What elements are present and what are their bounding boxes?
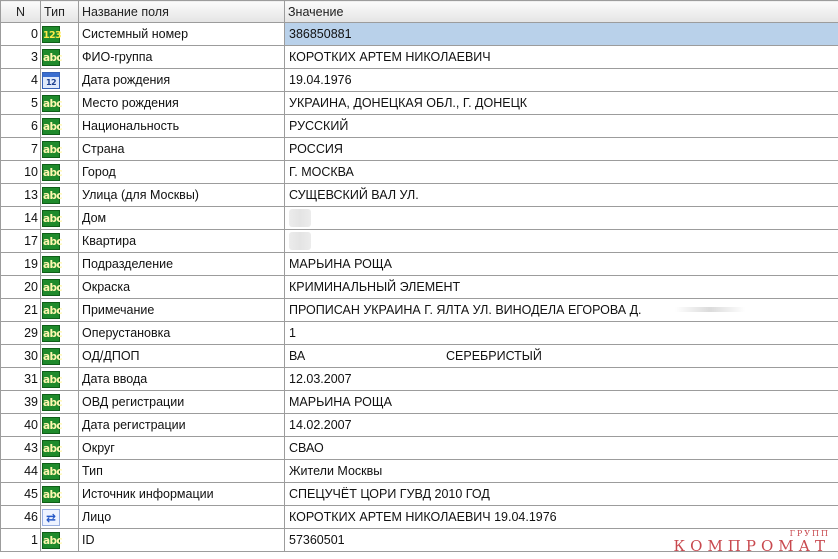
field-name: Лицо: [79, 506, 285, 529]
column-header-n[interactable]: N: [1, 1, 41, 23]
field-value: 57360501: [289, 533, 345, 547]
field-name: ОВД регистрации: [79, 391, 285, 414]
row-type-cell: [41, 391, 79, 414]
row-type-cell: [41, 207, 79, 230]
field-name: Город: [79, 161, 285, 184]
field-value-cell[interactable]: [285, 276, 838, 299]
field-value-cell[interactable]: [285, 115, 838, 138]
field-name: Источник информации: [79, 483, 285, 506]
field-name: Дом: [79, 207, 285, 230]
field-value-wrap: [289, 322, 835, 344]
text-type-icon: abc: [42, 49, 60, 66]
row-number: 4: [1, 69, 41, 92]
field-name: Страна: [79, 138, 285, 161]
field-value: МАРЬИНА РОЩА: [289, 395, 392, 409]
field-value-cell[interactable]: [285, 414, 838, 437]
field-value: ПРОПИСАН УКРАИНА Г. ЯЛТА УЛ. ВИНОДЕЛА ЕГОРОВА Д.: [289, 303, 642, 317]
row-type-cell: [41, 414, 79, 437]
row-type-cell: [41, 460, 79, 483]
field-value-cell[interactable]: [285, 184, 838, 207]
field-value-wrap: [289, 92, 835, 114]
field-value-wrap: [289, 299, 835, 321]
table-row[interactable]: [1, 276, 838, 299]
row-number: 13: [1, 184, 41, 207]
field-value-wrap: [289, 69, 835, 91]
field-value-cell[interactable]: [285, 345, 838, 368]
field-value: РУССКИЙ: [289, 119, 349, 133]
row-number: 43: [1, 437, 41, 460]
redaction-blur: [289, 209, 311, 227]
field-value-wrap: [289, 138, 835, 160]
field-name: Квартира: [79, 230, 285, 253]
field-name: Дата регистрации: [79, 414, 285, 437]
field-value-wrap: [289, 460, 835, 482]
field-value-wrap: [289, 207, 835, 229]
text-type-icon: abc: [42, 440, 60, 457]
row-type-cell: [41, 230, 79, 253]
field-value-wrap: [289, 253, 835, 275]
field-value-cell[interactable]: [285, 207, 838, 230]
grid-header: [1, 1, 838, 23]
field-value-wrap: [289, 368, 835, 390]
row-number: 20: [1, 276, 41, 299]
field-value-wrap: [289, 23, 835, 45]
table-row[interactable]: [1, 138, 838, 161]
table-row[interactable]: [1, 414, 838, 437]
field-value: ВА: [289, 349, 306, 363]
field-value-wrap: [289, 230, 835, 252]
field-value-wrap: [289, 391, 835, 413]
field-value-wrap: [289, 276, 835, 298]
row-type-cell: [41, 92, 79, 115]
field-name: Дата ввода: [79, 368, 285, 391]
field-value: СВАО: [289, 441, 324, 455]
field-value: КРИМИНАЛЬНЫЙ ЭЛЕМЕНТ: [289, 280, 461, 294]
table-row[interactable]: [1, 115, 838, 138]
field-value: КОРОТКИХ АРТЕМ НИКОЛАЕВИЧ: [289, 50, 491, 64]
redaction-blur: [289, 232, 311, 250]
text-type-icon: abc: [42, 118, 60, 135]
text-type-icon: abc: [42, 141, 60, 158]
row-number: 40: [1, 414, 41, 437]
field-value: КОРОТКИХ АРТЕМ НИКОЛАЕВИЧ 19.04.1976: [289, 510, 557, 524]
watermark-top-text: ГРУПП: [789, 529, 830, 538]
field-name: Окраска: [79, 276, 285, 299]
field-value-cell[interactable]: [285, 299, 838, 322]
table-row[interactable]: [1, 207, 838, 230]
text-type-icon: abc: [42, 417, 60, 434]
row-type-cell: [41, 161, 79, 184]
field-name: Тип: [79, 460, 285, 483]
date-type-icon: 12: [42, 72, 60, 89]
row-type-cell: [41, 506, 79, 529]
table-row[interactable]: [1, 184, 838, 207]
field-value-wrap: [289, 506, 835, 528]
row-number: 0: [1, 23, 41, 46]
table-row[interactable]: [1, 253, 838, 276]
row-type-cell: [41, 23, 79, 46]
text-type-icon: abc: [42, 279, 60, 296]
field-value-cell[interactable]: [285, 230, 838, 253]
table-row[interactable]: [1, 345, 838, 368]
field-value: 1: [289, 326, 296, 340]
text-type-icon: abc: [42, 95, 60, 112]
row-type-cell: [41, 299, 79, 322]
row-number: 31: [1, 368, 41, 391]
field-value-cell[interactable]: [285, 460, 838, 483]
column-header-value[interactable]: Значение: [285, 1, 838, 23]
text-type-icon: abc: [42, 371, 60, 388]
table-row[interactable]: [1, 46, 838, 69]
row-number: 14: [1, 207, 41, 230]
column-header-type[interactable]: Тип: [41, 1, 79, 23]
number-type-icon: 123: [42, 26, 60, 43]
text-type-icon: abc: [42, 164, 60, 181]
row-type-cell: [41, 368, 79, 391]
row-type-cell: [41, 115, 79, 138]
row-number: 29: [1, 322, 41, 345]
field-value: МАРЬИНА РОЩА: [289, 257, 392, 271]
text-type-icon: abc: [42, 210, 60, 227]
field-value-cell[interactable]: [285, 92, 838, 115]
row-type-cell: [41, 276, 79, 299]
row-type-cell: [41, 345, 79, 368]
field-value: СУЩЕВСКИЙ ВАЛ УЛ.: [289, 188, 419, 202]
field-value-wrap: [289, 115, 835, 137]
row-type-cell: [41, 253, 79, 276]
field-value: Г. МОСКВА: [289, 165, 354, 179]
field-value-wrap: [289, 345, 835, 367]
field-value-cell[interactable]: [285, 506, 838, 529]
field-name: Оперустановка: [79, 322, 285, 345]
field-value-cell[interactable]: [285, 161, 838, 184]
text-type-icon: abc: [42, 233, 60, 250]
row-type-cell: [41, 322, 79, 345]
field-value-wrap: [289, 161, 835, 183]
grid-body: [1, 23, 838, 555]
field-value: 12.03.2007: [289, 372, 352, 386]
field-value: РОССИЯ: [289, 142, 343, 156]
table-row[interactable]: [1, 92, 838, 115]
table-row[interactable]: [1, 368, 838, 391]
text-type-icon: abc: [42, 532, 60, 549]
row-number: 21: [1, 299, 41, 322]
text-type-icon: abc: [42, 187, 60, 204]
field-value-cell[interactable]: [285, 69, 838, 92]
field-value: Жители Москвы: [289, 464, 383, 478]
field-value-wrap: [289, 483, 835, 505]
text-type-icon: abc: [42, 302, 60, 319]
table-row[interactable]: [1, 23, 838, 46]
row-type-cell: [41, 46, 79, 69]
row-number: 46: [1, 506, 41, 529]
row-type-cell: [41, 184, 79, 207]
field-name: ФИО-группа: [79, 46, 285, 69]
field-value: 19.04.1976: [289, 73, 352, 87]
row-number: 7: [1, 138, 41, 161]
row-type-cell: [41, 138, 79, 161]
field-value-cell[interactable]: [285, 391, 838, 414]
row-type-cell: [41, 437, 79, 460]
row-number: 10: [1, 161, 41, 184]
table-row[interactable]: [1, 299, 838, 322]
field-value-wrap: [289, 414, 835, 436]
field-value-secondary: СЕРЕБРИСТЫЙ: [446, 349, 542, 363]
field-name: Улица (для Москвы): [79, 184, 285, 207]
text-type-icon: abc: [42, 256, 60, 273]
table-row[interactable]: [1, 483, 838, 506]
field-name: Округ: [79, 437, 285, 460]
field-value-wrap: [289, 529, 835, 551]
row-type-cell: [41, 529, 79, 552]
text-type-icon: abc: [42, 394, 60, 411]
field-value-cell[interactable]: [285, 322, 838, 345]
field-value-wrap: [289, 184, 835, 206]
table-row[interactable]: [1, 391, 838, 414]
row-number: 30: [1, 345, 41, 368]
field-value-wrap: [289, 46, 835, 68]
field-name: Примечание: [79, 299, 285, 322]
field-name: ID: [79, 529, 285, 552]
redaction-blur: [675, 307, 745, 312]
text-type-icon: abc: [42, 486, 60, 503]
field-value-cell[interactable]: [285, 437, 838, 460]
field-value-cell[interactable]: [285, 529, 838, 555]
field-name: ОД/ДПОП: [79, 345, 285, 368]
text-type-icon: abc: [42, 325, 60, 342]
field-value-cell[interactable]: [285, 23, 838, 46]
row-number: 3: [1, 46, 41, 69]
field-value: УКРАИНА, ДОНЕЦКАЯ ОБЛ., Г. ДОНЕЦК: [289, 96, 528, 110]
row-number: 45: [1, 483, 41, 506]
row-number: 5: [1, 92, 41, 115]
field-name: Дата рождения: [79, 69, 285, 92]
field-name: Место рождения: [79, 92, 285, 115]
field-value: 386850881: [289, 27, 352, 41]
table-row[interactable]: [1, 230, 838, 253]
row-number: 44: [1, 460, 41, 483]
field-value-cell[interactable]: [285, 138, 838, 161]
text-type-icon: abc: [42, 348, 60, 365]
field-value-wrap: [289, 437, 835, 459]
table-row[interactable]: [1, 460, 838, 483]
row-number: 6: [1, 115, 41, 138]
row-number: 39: [1, 391, 41, 414]
field-value-cell[interactable]: [285, 483, 838, 506]
field-value-cell[interactable]: [285, 46, 838, 69]
text-type-icon: abc: [42, 463, 60, 480]
table-row[interactable]: [1, 69, 838, 92]
row-number: 1: [1, 529, 41, 552]
field-name: Национальность: [79, 115, 285, 138]
row-type-cell: [41, 483, 79, 506]
field-name: Системный номер: [79, 23, 285, 46]
field-value: СПЕЦУЧЁТ ЦОРИ ГУВД 2010 ГОД: [289, 487, 490, 501]
row-number: 17: [1, 230, 41, 253]
column-header-field-name[interactable]: Название поля: [79, 1, 285, 23]
table-row[interactable]: [1, 322, 838, 345]
field-value: 14.02.2007: [289, 418, 352, 432]
table-row[interactable]: [1, 161, 838, 184]
watermark-main-text: КОМПРОМАТ: [673, 537, 830, 555]
table-row[interactable]: [1, 437, 838, 460]
link-type-icon: ⇄: [42, 509, 60, 526]
row-type-cell: [41, 69, 79, 92]
row-number: 19: [1, 253, 41, 276]
table-row[interactable]: [1, 506, 838, 529]
field-value-cell[interactable]: [285, 253, 838, 276]
table-row[interactable]: [1, 529, 838, 552]
field-name: Подразделение: [79, 253, 285, 276]
field-value-cell[interactable]: [285, 368, 838, 391]
